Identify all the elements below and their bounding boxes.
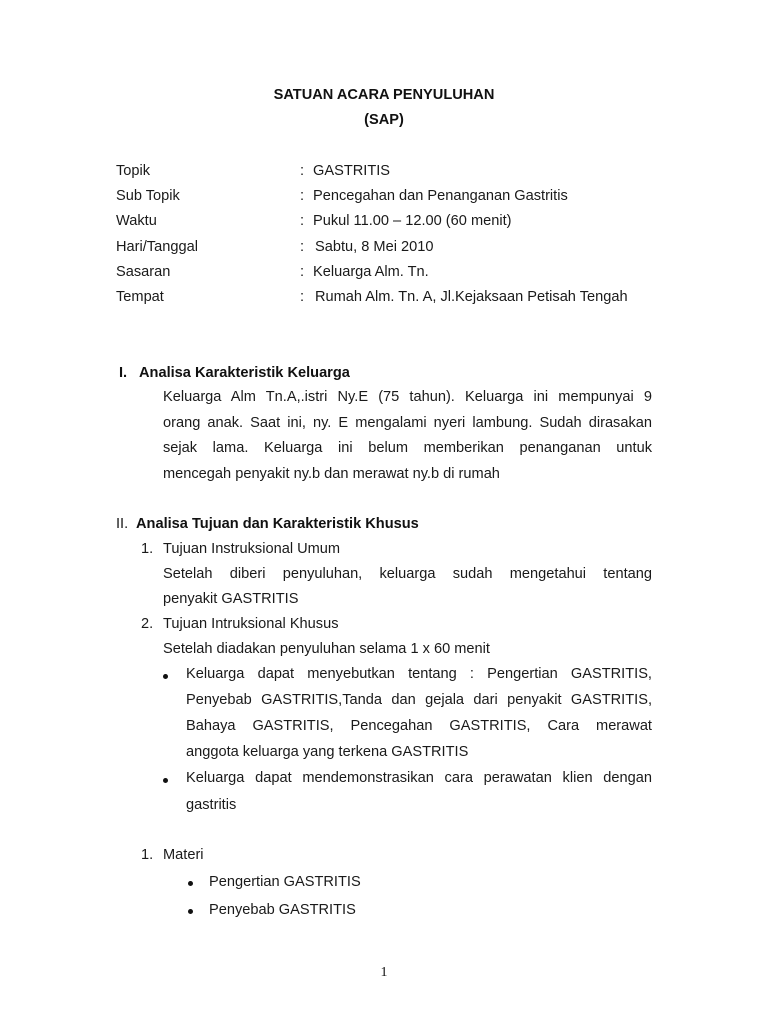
paragraph-line: penyakit GASTRITIS — [163, 591, 299, 607]
meta-label: Hari/Tanggal — [116, 239, 198, 255]
meta-colon: : — [300, 239, 305, 255]
meta-colon: : — [300, 289, 305, 305]
bullet-line: Penyebab GASTRITIS,Tanda dan gejala dari penyakit GASTRITIS, — [186, 692, 652, 708]
bullet-icon — [188, 881, 193, 886]
paragraph-line: sejak lama. Keluarga ini belum memberikan penanganan untuk — [163, 440, 652, 456]
page-number: 1 — [380, 965, 388, 980]
bullet-icon — [163, 674, 168, 679]
bullet-line: Pengertian GASTRITIS — [209, 874, 361, 890]
list-item-title: Materi — [163, 847, 204, 863]
meta-label: Topik — [116, 163, 151, 179]
meta-label: Sub Topik — [116, 188, 180, 204]
paragraph-line: Setelah diadakan penyuluhan selama 1 x 60 menit — [163, 641, 490, 657]
list-number: 1. — [141, 847, 154, 863]
list-number: 1. — [141, 541, 154, 557]
bullet-line: Keluarga dapat mendemonstrasikan cara perawatan klien dengan — [186, 770, 652, 786]
bullet-line: gastritis — [186, 797, 237, 813]
meta-value: Pencegahan dan Penanganan Gastritis — [313, 188, 568, 204]
paragraph-line: Setelah diberi penyuluhan, keluarga sudah mengetahui tentang — [163, 566, 652, 582]
paragraph-line: Keluarga Alm Tn.A,.istri Ny.E (75 tahun). Keluarga ini mempunyai 9 — [163, 389, 652, 405]
bullet-line: Keluarga dapat menyebutkan tentang : Pengertian GASTRITIS, — [186, 666, 652, 682]
document-subtitle: (SAP) — [364, 112, 404, 128]
meta-value: Rumah Alm. Tn. A, Jl.Kejaksaan Petisah Tengah — [315, 289, 628, 305]
section-heading: Analisa Tujuan dan Karakteristik Khusus — [136, 516, 419, 532]
meta-colon: : — [300, 188, 305, 204]
meta-label: Waktu — [116, 213, 157, 229]
meta-colon: : — [300, 213, 305, 229]
meta-value: GASTRITIS — [313, 163, 391, 179]
bullet-line: anggota keluarga yang terkena GASTRITIS — [186, 744, 469, 760]
bullet-line: Penyebab GASTRITIS — [209, 902, 356, 918]
bullet-icon — [188, 909, 193, 914]
document-title: SATUAN ACARA PENYULUHAN — [273, 87, 495, 103]
paragraph-line: mencegah penyakit ny.b dan merawat ny.b di rumah — [163, 466, 500, 482]
section-number: I. — [119, 365, 128, 381]
list-number: 2. — [141, 616, 154, 632]
list-item-title: Tujuan Intruksional Khusus — [163, 616, 339, 632]
bullet-icon — [163, 778, 168, 783]
meta-value: Pukul 11.00 – 12.00 (60 menit) — [313, 213, 512, 229]
list-item-title: Tujuan Instruksional Umum — [163, 541, 341, 557]
meta-label: Sasaran — [116, 264, 171, 280]
meta-value: Sabtu, 8 Mei 2010 — [315, 239, 434, 255]
paragraph-line: orang anak. Saat ini, ny. E mengalami nyeri lambung. Sudah dirasakan — [163, 415, 652, 431]
meta-colon: : — [300, 264, 305, 280]
meta-colon: : — [300, 163, 305, 179]
section-number: II. — [116, 516, 129, 532]
section-heading: Analisa Karakteristik Keluarga — [139, 365, 350, 381]
bullet-line: Bahaya GASTRITIS, Pencegahan GASTRITIS, Cara merawat — [186, 718, 652, 734]
meta-value: Keluarga Alm. Tn. — [313, 264, 429, 280]
meta-label: Tempat — [116, 289, 164, 305]
